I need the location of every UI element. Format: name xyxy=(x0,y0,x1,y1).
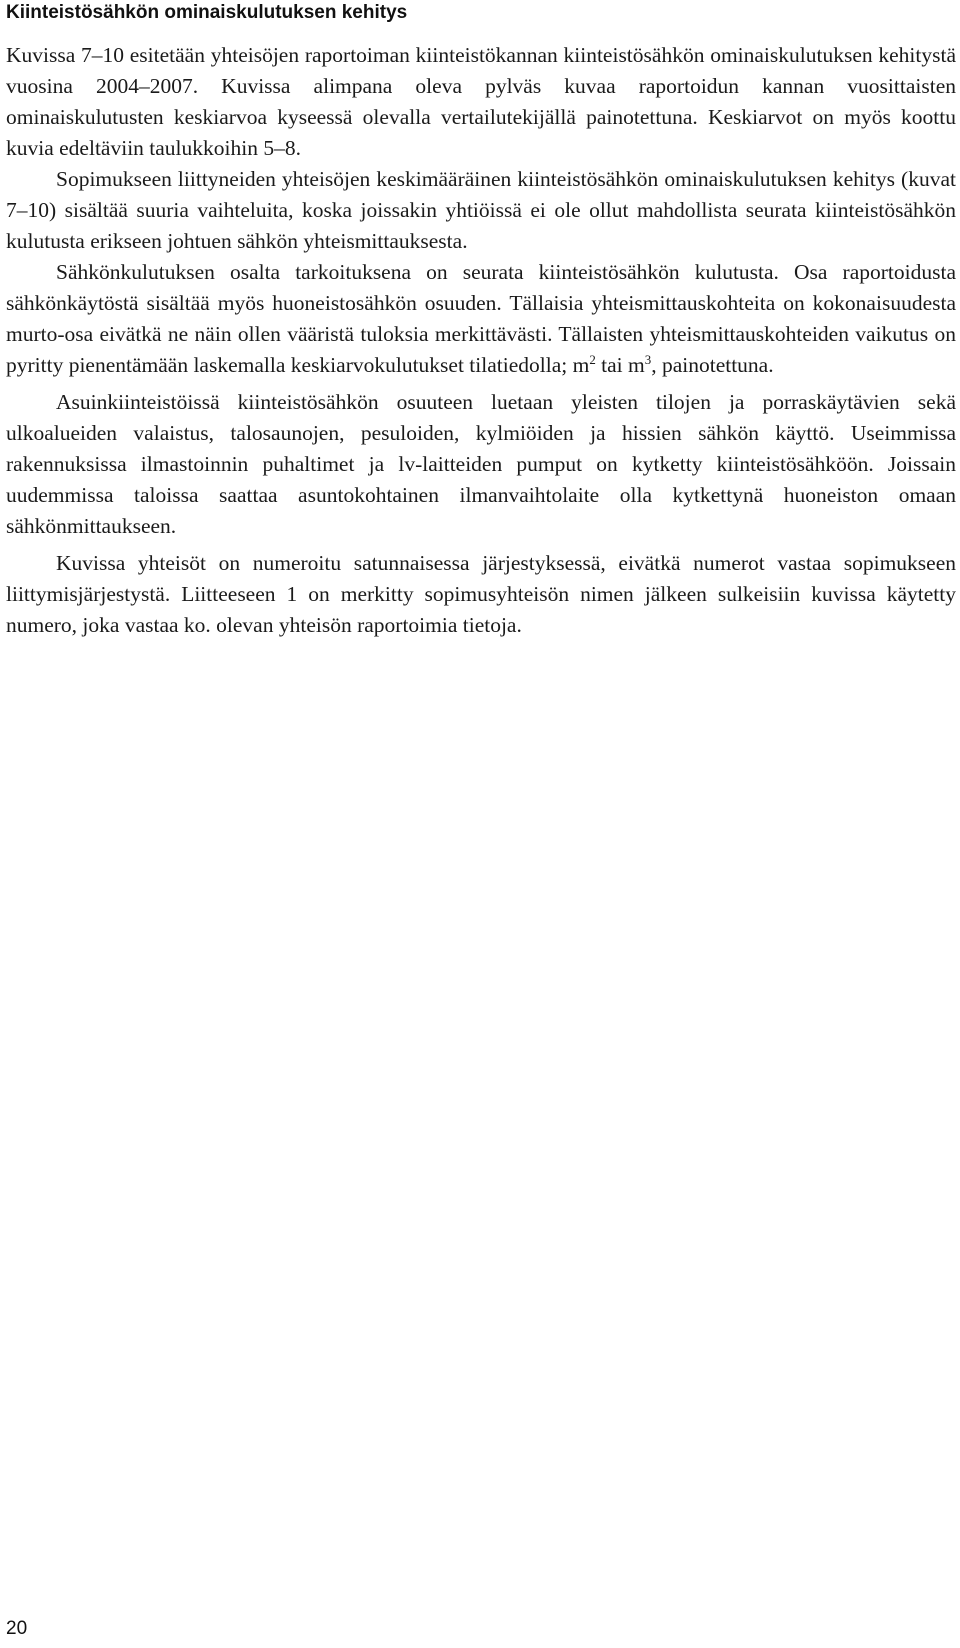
paragraph-metering-text-2: tai m xyxy=(595,353,645,377)
paragraph-metering-text-1: Sähkönkulutuksen osalta tarkoituksena on seurata kiinteistösähkön kulutusta. Osa raportoidusta sähkönkäytöstä sisältää myös huoneistosähkön osuuden. Tällaisia yhteismittauskohteita on kokonaisuudesta murto-osa eivätkä ne näin ollen vääristä tuloksia merkittävästi. Tällaisten yhteismittauskohteiden vaikutus on pyritty pienentämään laskemalla keskiarvokulutukset tilatiedolla; m xyxy=(6,260,956,377)
paragraph-residential: Asuinkiinteistöissä kiinteistösähkön osuuteen luetaan yleisten tilojen ja porraskäytävien sekä ulkoalueiden valaistus, talosaunojen, pesuloiden, kylmiöiden ja hissien sähkön käyttö. Useimmissa rakennuksissa ilmastoinnin puhaltimet ja lv-laitteiden pumput on kytketty kiinteistösähköön. Joissain uudemmissa taloissa saattaa asuntokohtainen ilmanvaihtolaite olla kytkettynä huoneiston omaan sähkönmittaukseen. xyxy=(6,390,956,538)
section-heading: Kiinteistösähkön ominaiskulutuksen kehitys xyxy=(6,2,408,23)
superscript-2: 2 xyxy=(589,352,596,367)
paragraph-intro: Kuvissa 7–10 esitetään yhteisöjen raportoiman kiinteistökannan kiinteistösähkön ominaiskulutuksen kehitystä vuosina 2004–2007. Kuvissa alimpana oleva pylväs kuvaa raportoidun kannan vuosittaisten ominaiskulutusten keskiarvoa kyseessä olevalla vertailutekijällä painotettuna. Keskiarvot on myös koottu kuvia edeltäviin taulukkoihin 5–8. xyxy=(6,43,956,160)
paragraph-metering-text-3: , painotettuna. xyxy=(651,353,774,377)
body-text xyxy=(6,40,956,641)
paragraph-variation: Sopimukseen liittyneiden yhteisöjen keskimääräinen kiinteistösähkön ominaiskulutuksen kehitys (kuvat 7–10) sisältää suuria vaihteluita, koska joissakin yhtiöissä ei ole ollut mahdollista seurata kiinteistösähkön kulutusta erikseen johtuen sähkön yhteismittauksesta. xyxy=(6,167,956,253)
page-number: 20 xyxy=(6,1618,28,1639)
paragraph-metering xyxy=(6,257,956,381)
superscript-3: 3 xyxy=(644,352,652,367)
paragraph-numbering: Kuvissa yhteisöt on numeroitu satunnaisessa järjestyksessä, eivätkä numerot vastaa sopimukseen liittymisjärjestystä. Liitteeseen 1 on merkitty sopimusyhteisön nimen jälkeen sulkeisiin kuvissa käytetty numero, joka vastaa ko. olevan yhteisön raportoimia tietoja. xyxy=(6,551,956,637)
